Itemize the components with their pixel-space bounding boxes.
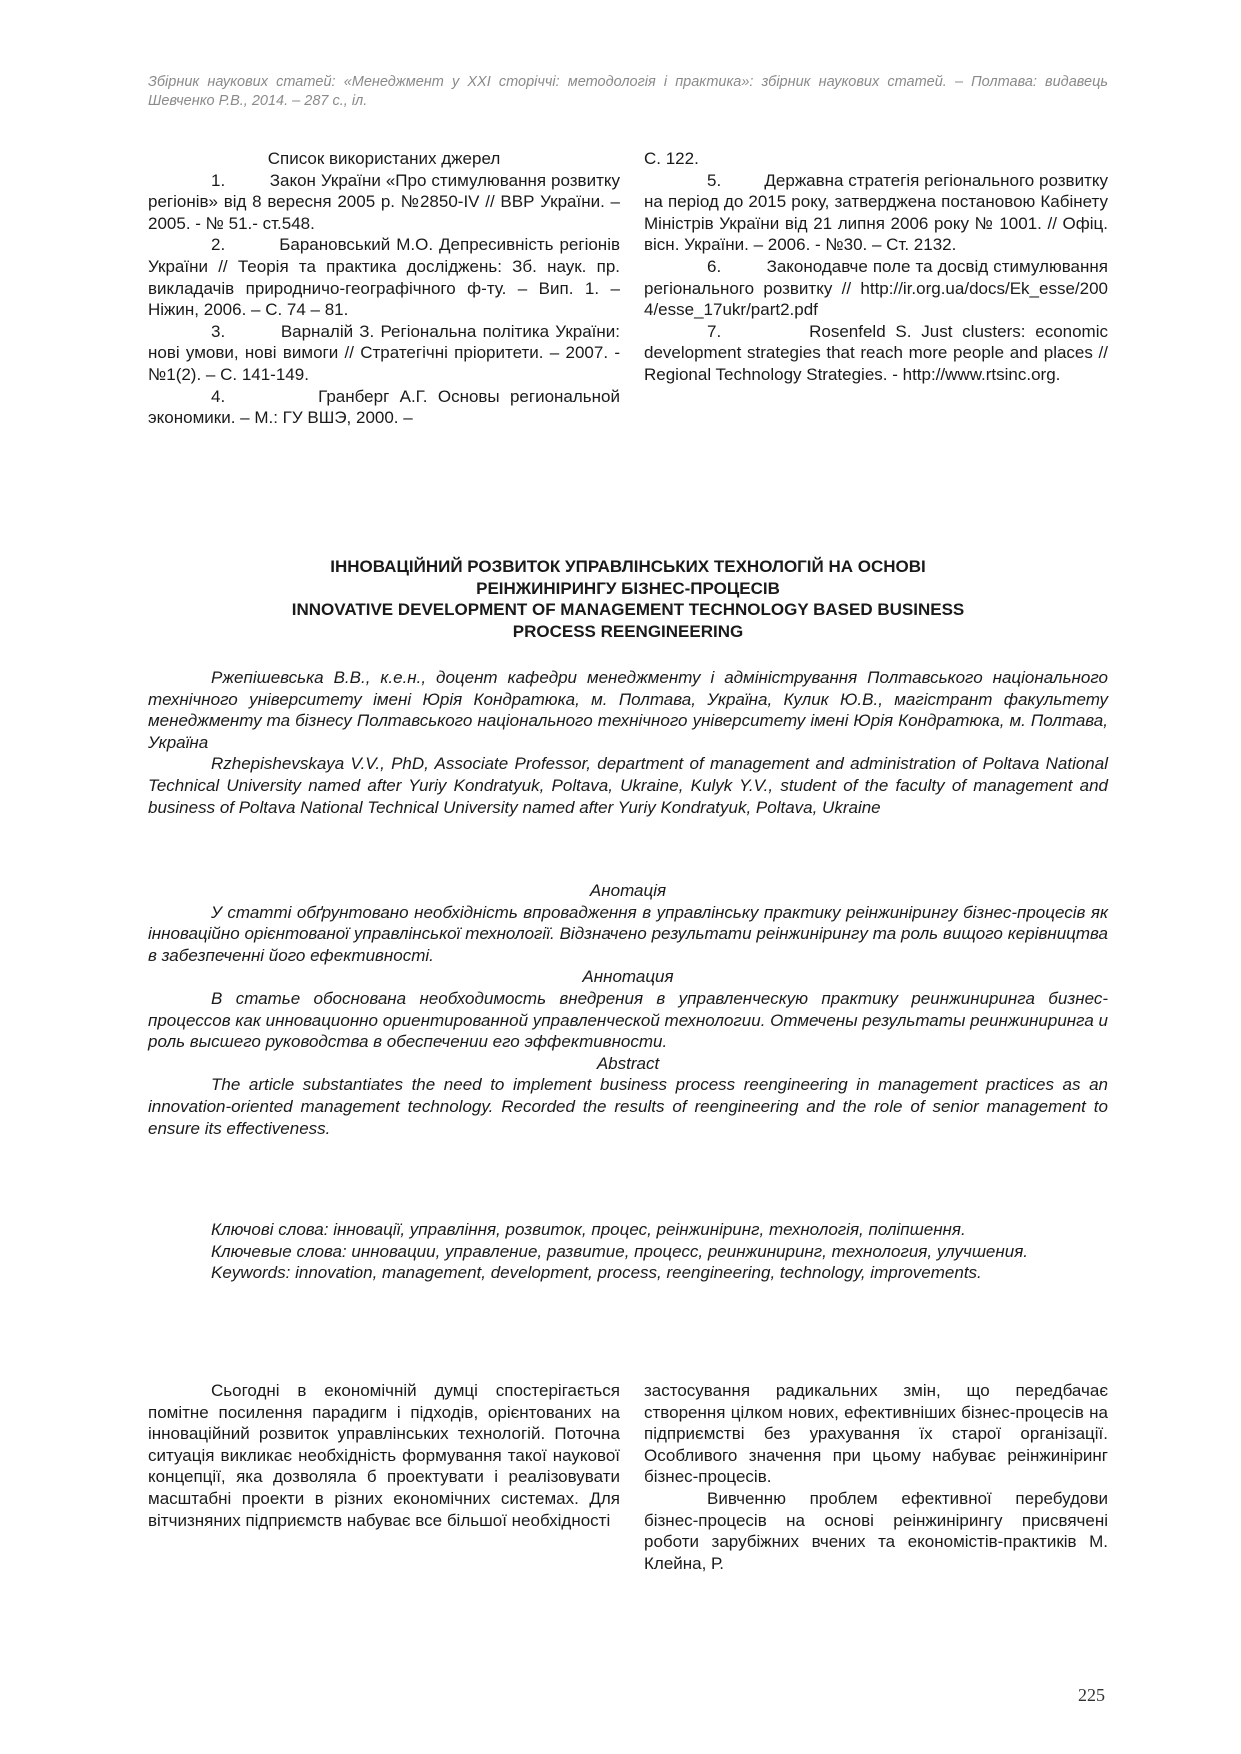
abstract-ua: У статті обґрунтовано необхідність впровадження в управлінську практику реінжинірингу бізнес-процесів як інноваційно орієнтованої управлінської технології. Відзначено результати реінжинірингу та роль вищого керівництва в забезпеченні його ефективності. <box>148 902 1108 965</box>
keywords-ua: Ключові слова: інновації, управління, розвиток, процес, реінжиніринг, технологія, поліпшення. <box>211 1220 966 1239</box>
title-ua-line-2: РЕІНЖИНІРИНГУ БІЗНЕС-ПРОЦЕСІВ <box>476 578 780 598</box>
title-en-line-1: INNOVATIVE DEVELOPMENT OF MANAGEMENT TECHNOLOGY BASED BUSINESS <box>291 600 965 620</box>
reference-continuation: С. 122. <box>644 149 699 168</box>
title-ua-line-1: ІННОВАЦІЙНИЙ РОЗВИТОК УПРАВЛІНСЬКИХ ТЕХНОЛОГІЙ НА ОСНОВІ <box>330 557 926 576</box>
body-paragraph: Сьогодні в економічній думці спостерігається помітне посилення парадигм і підходів, орієнтованих на інноваційний розвиток управлінських технологій. Поточна ситуація викликає необхідність формування такої наукової концепції, яка дозволяла б проектувати і реалізовувати масштабні проекти в різних економічних системах. Для вітчизняних підприємств набуває все більшої необхідності <box>148 1381 620 1530</box>
reference-item: 7. Rosenfeld S. Just clusters: economic development strategies that reach more people and places // Regional Technology Strategies. - http://www.rtsinc.org. <box>644 321 1108 384</box>
abstract-ru: В статье обоснована необходимость внедрения в управленческую практику реинжиниринга бизнес-процессов как инновационно ориентированной управленческой технологии. Отмечены результаты реинжиниринга и роль высшего руководства в обеспечении его эффективности. <box>148 988 1108 1052</box>
references-left-column <box>148 148 620 429</box>
body-right-column <box>644 1380 1108 1574</box>
body-paragraph: Вивченню проблем ефективної перебудови бізнес-процесів на основі реінжинірингу присвячені роботи зарубіжних вчених та економістів-практиків М. Клейна, Р. <box>644 1488 1108 1573</box>
title-en-line-2: PROCESS REENGINEERING <box>512 621 744 641</box>
authors-block <box>148 667 1108 818</box>
authors-ua: Ржепішевська В.В., к.е.н., доцент кафедри менеджменту і адміністрування Полтавського національного технічного університету імені Юрія Кондратюка, м. Полтава, Україна, Кулик Ю.В., магістрант факультету менеджменту та бізнесу Полтавського національного технічного університету імені Юрія Кондратюка, м. Полтава, Україна <box>148 668 1108 752</box>
keywords-ru: Ключевые слова: инновации, управление, развитие, процесс, реинжиниринг, технология, улучшения. <box>211 1241 1029 1261</box>
reference-item: 1. Закон України «Про стимулювання розвитку регіонів» від 8 вересня 2005 р. №2850-IV // ВВР України. – 2005. - № 51.- ст.548. <box>148 170 620 233</box>
reference-item: 2. Барановський М.О. Депресивність регіонів України // Теорія та практика досліджень: Зб. наук. пр. викладачів природничо-географічного ф-ту. – Вип. 1. – Ніжин, 2006. – С. 74 – 81. <box>148 235 621 320</box>
body-paragraph: застосування радикальних змін, що передбачає створення цілком нових, ефективніших бізнес-процесів на підприємстві без урахування їх старої організації. Особливого значення при цьому набуває реінжиніринг бізнес-процесів. <box>644 1381 1108 1487</box>
reference-item: 6. Законодавче поле та досвід стимулювання регіонального розвитку // http://ir.org.ua/docs/Ek_esse/2004/esse_17ukr/part2.pdf <box>644 256 1108 320</box>
reference-item: 5. Державна стратегія регіонального розвитку на період до 2015 року, затверджена постановою Кабінету Міністрів України від 21 липня 2006 року № 1001. // Офіц. вісн. України. – 2006. - №30. – Ст. 2132. <box>644 170 1109 255</box>
reference-item: 3. Варналій З. Регіональна політика України: нові умови, нові вимоги // Стратегічні пріоритети. – 2007. - №1(2). – С. 141-149. <box>148 321 620 384</box>
article-title <box>148 556 1108 642</box>
references-right-column <box>644 148 1108 386</box>
abstract-en: The article substantiates the need to implement business process reengineering in management practices as an innovation-oriented management technology. Recorded the results of reengineering and the role of senior management to ensure its effectiveness. <box>148 1075 1108 1138</box>
abstract-ua-heading: Анотація <box>589 881 667 900</box>
reference-item: 4. Гранберг А.Г. Основы региональной экономики. – М.: ГУ ВШЭ, 2000. – <box>148 386 620 428</box>
authors-en: Rzhepishevskaya V.V., PhD, Associate Professor, department of management and administration of Poltava National Technical University named after Yuriy Kondratyuk, Poltava, Ukraine, Kulyk Y.V., student of the faculty of management and business of Poltava National Technical University named after Yuriy Kondratyuk, Poltava, Ukraine <box>148 754 1108 817</box>
page-number: 225 <box>1078 1685 1105 1705</box>
journal-citation-header: Збірник наукових статей: «Менеджмент у XXI сторіччі: методологія і практика»: збірник наукових статей. – Полтава: видавець Шевченко Р.В., 2014. – 287 с., іл. <box>148 74 1108 109</box>
keywords-en: Keywords: innovation, management, development, process, reengineering, technology, improvements. <box>211 1263 982 1283</box>
abstract-en-heading: Abstract <box>596 1053 660 1073</box>
body-left-column <box>148 1380 620 1531</box>
keywords-block <box>148 1219 1108 1284</box>
abstracts-block <box>148 880 1108 1139</box>
abstract-ru-heading: Аннотация <box>582 967 674 987</box>
references-heading: Список використаних джерел <box>267 149 501 168</box>
